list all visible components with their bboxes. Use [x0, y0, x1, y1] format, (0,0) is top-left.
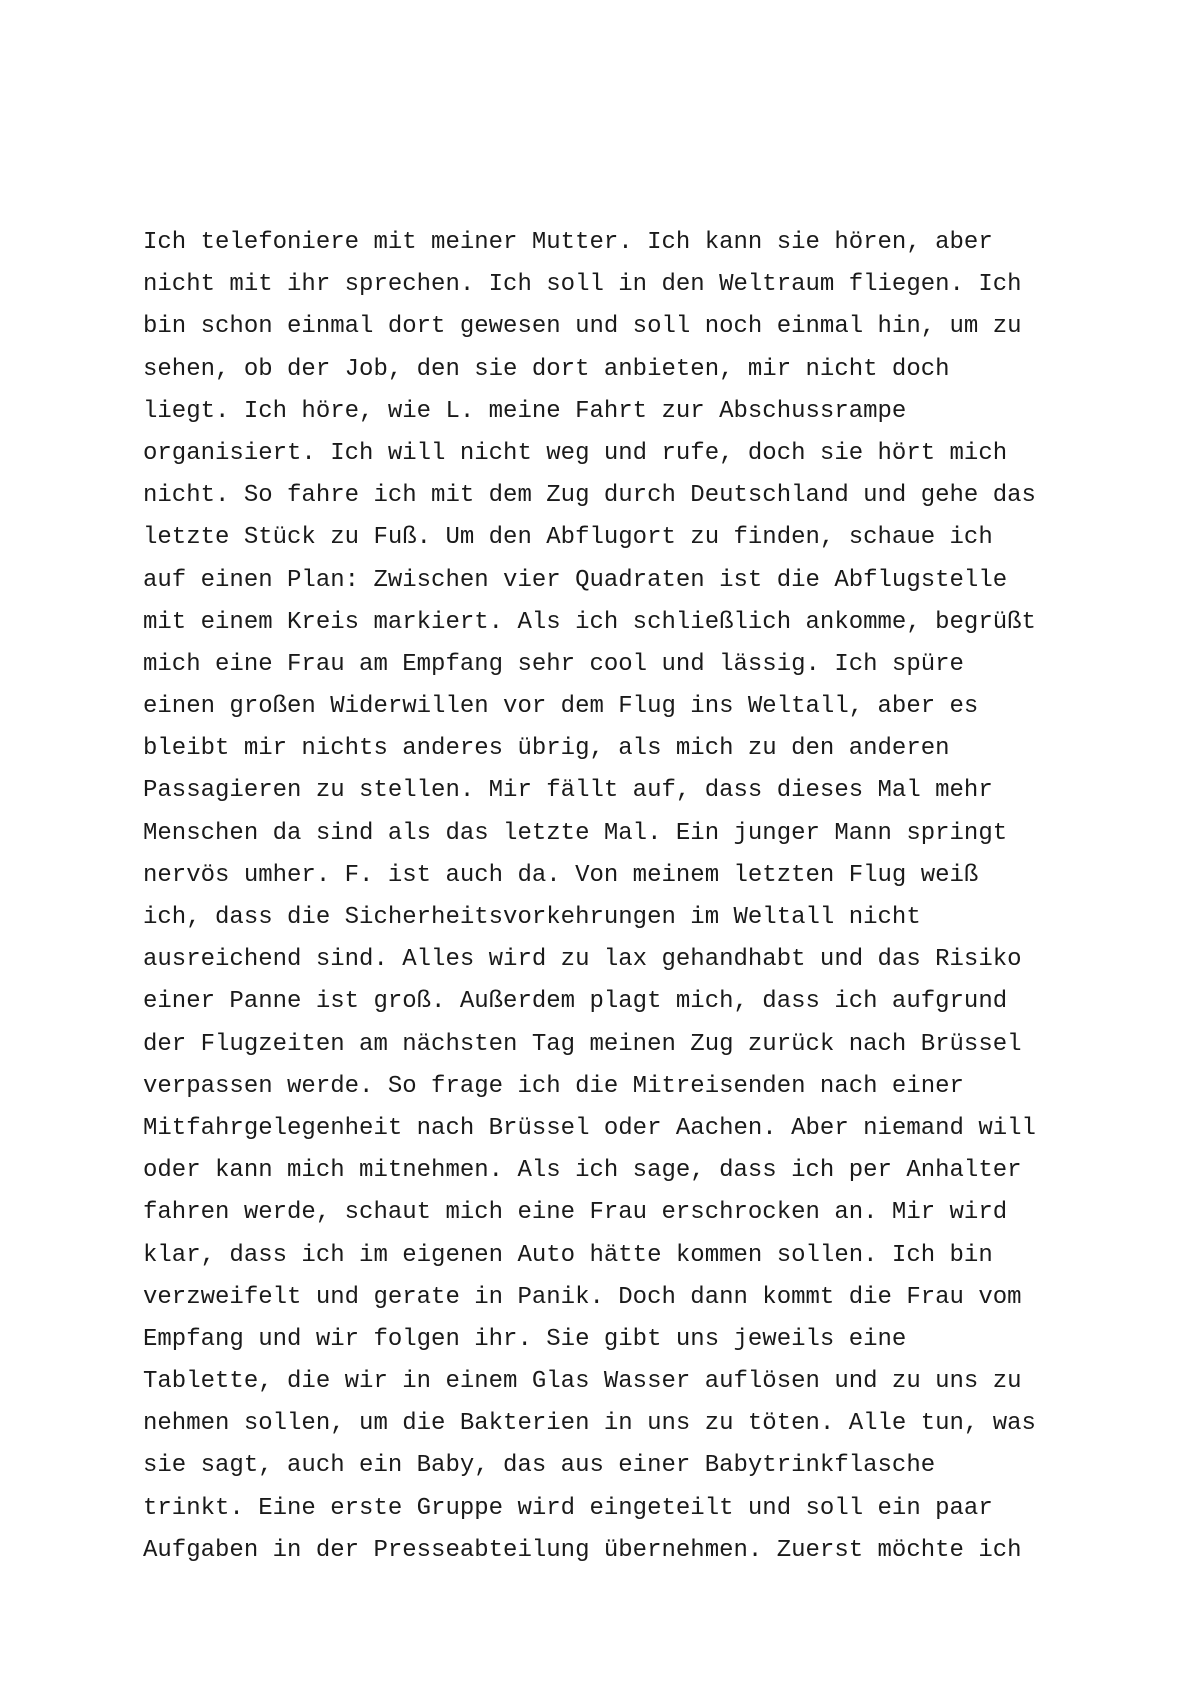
text-line-25: klar, dass ich im eigenen Auto hätte kommen sollen. Ich bin — [143, 1241, 993, 1269]
text-line-4: sehen, ob der Job, den sie dort anbieten, mir nicht doch — [143, 355, 950, 383]
text-line-7: nicht. So fahre ich mit dem Zug durch Deutschland und gehe das — [143, 482, 1036, 510]
text-line-16: nervös umher. F. ist auch da. Von meinem letzten Flug weiß — [143, 861, 979, 889]
text-line-29: nehmen sollen, um die Bakterien in uns zu töten. Alle tun, was — [143, 1410, 1036, 1438]
text-line-32: Aufgaben in der Presseabteilung übernehmen. Zuerst möchte ich — [143, 1536, 1022, 1564]
text-line-28: Tablette, die wir in einem Glas Wasser auflösen und zu uns zu — [143, 1368, 1022, 1396]
text-line-1: Ich telefoniere mit meiner Mutter. Ich kann sie hören, aber — [143, 229, 993, 256]
text-line-6: organisiert. Ich will nicht weg und rufe, doch sie hört mich — [143, 439, 1008, 467]
text-line-18: ausreichend sind. Alles wird zu lax gehandhabt und das Risiko — [143, 946, 1022, 974]
text-line-17: ich, dass die Sicherheitsvorkehrungen im Weltall nicht — [143, 904, 921, 931]
text-line-20: der Flugzeiten am nächsten Tag meinen Zug zurück nach Brüssel — [143, 1030, 1022, 1058]
dream-text-paragraph — [143, 222, 1083, 1572]
text-line-15: Menschen da sind als das letzte Mal. Ein junger Mann springt — [143, 819, 1008, 847]
text-line-26: verzweifelt und gerate in Panik. Doch dann kommt die Frau vom — [143, 1283, 1022, 1311]
text-line-23: oder kann mich mitnehmen. Als ich sage, dass ich per Anhalter — [143, 1157, 1022, 1185]
text-line-10: mit einem Kreis markiert. Als ich schließlich ankomme, begrüßt — [143, 608, 1036, 636]
text-line-30: sie sagt, auch ein Baby, das aus einer Babytrinkflasche — [143, 1452, 936, 1480]
text-line-21: verpassen werde. So frage ich die Mitreisenden nach einer — [143, 1072, 964, 1100]
text-line-22: Mitfahrgelegenheit nach Brüssel oder Aachen. Aber niemand will — [143, 1114, 1036, 1142]
text-line-11: mich eine Frau am Empfang sehr cool und lässig. Ich spüre — [143, 650, 964, 678]
text-line-31: trinkt. Eine erste Gruppe wird eingeteilt und soll ein paar — [143, 1494, 993, 1522]
text-line-8: letzte Stück zu Fuß. Um den Abflugort zu finden, schaue ich — [143, 524, 993, 552]
text-line-27: Empfang und wir folgen ihr. Sie gibt uns jeweils eine — [143, 1325, 907, 1353]
text-line-9: auf einen Plan: Zwischen vier Quadraten ist die Abflugstelle — [143, 566, 1008, 594]
text-line-14: Passagieren zu stellen. Mir fällt auf, dass dieses Mal mehr — [143, 777, 993, 805]
text-line-2: nicht mit ihr sprechen. Ich soll in den Weltraum fliegen. Ich — [143, 271, 1022, 299]
text-line-24: fahren werde, schaut mich eine Frau erschrocken an. Mir wird — [143, 1199, 1008, 1227]
text-line-5: liegt. Ich höre, wie L. meine Fahrt zur Abschussrampe — [143, 397, 907, 425]
text-line-3: bin schon einmal dort gewesen und soll noch einmal hin, um zu — [143, 313, 1022, 341]
text-line-19: einer Panne ist groß. Außerdem plagt mich, dass ich aufgrund — [143, 988, 1008, 1016]
text-line-13: bleibt mir nichts anderes übrig, als mich zu den anderen — [143, 735, 950, 763]
text-line-12: einen großen Widerwillen vor dem Flug ins Weltall, aber es — [143, 693, 979, 721]
